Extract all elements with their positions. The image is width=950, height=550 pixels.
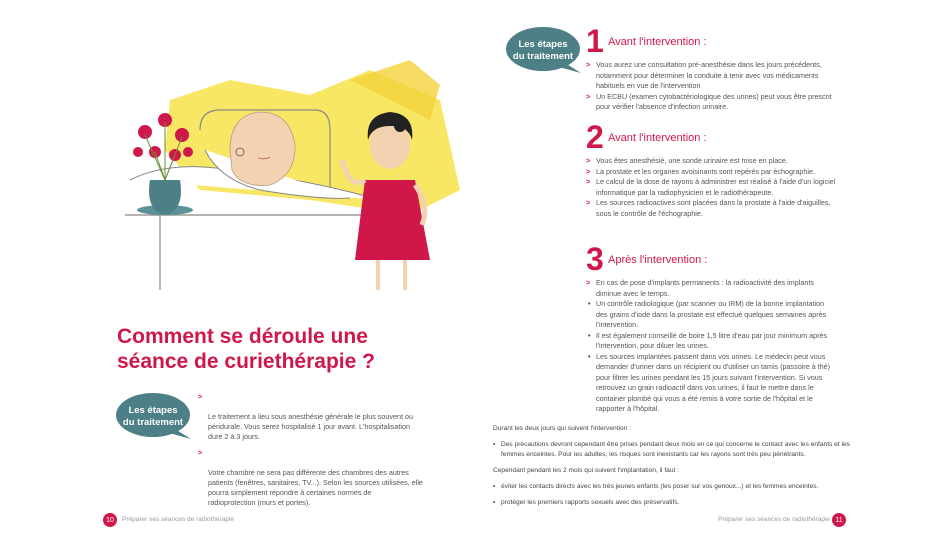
- list-item: [586, 92, 836, 113]
- left-steps: [198, 392, 448, 514]
- page-number: 10: [103, 513, 117, 527]
- section-number: 2: [586, 119, 604, 155]
- chevron-right-icon: >: [586, 177, 591, 186]
- item-text: Un ECBU (examen cytobactériologique des urines) peut vous être prescrit pour vérifier l'absence d'infection urinaire.: [596, 91, 832, 111]
- list-item: [586, 278, 836, 299]
- bullet-icon: •: [588, 330, 591, 340]
- list-item: [493, 440, 853, 460]
- item-text: Un contrôle radiologique (par scanner ou IRM) de la bonne implantation des grains d'iode dans la prostate est effectué quelques semaines après l'intervention.: [596, 299, 827, 329]
- item-text: Vous aurez une consultation pré-anesthésie dans les jours précédents, notamment pour déterminer la conduite à tenir avec vos médicaments habituels en vue de l'intervention: [596, 60, 822, 90]
- bullet-icon: •: [493, 441, 496, 448]
- section-title: Après l'intervention :: [608, 254, 708, 266]
- bubble-label: Les étapes du traitement: [122, 405, 184, 428]
- footer-text: Préparer ses séances de radiothérapie: [122, 516, 235, 523]
- item-text: Il est également conseillé de boire 1,5 litre d'eau par jour minimum après l'intervention, pour diluer les urines.: [596, 330, 828, 350]
- list-item: [493, 498, 853, 508]
- list-item: [198, 448, 448, 508]
- chevron-right-icon: >: [586, 60, 591, 69]
- item-text: Le calcul de la dose de rayons à administrer est réalisé à l'aide d'un logiciel informatique par la radiophysicien et le radiothérapeute.: [596, 177, 836, 197]
- section-2: [586, 119, 836, 219]
- item-text: En cas de pose d'implants permanents : la radioactivité des implants diminue avec le temps.: [596, 278, 814, 298]
- list-item: [586, 299, 836, 331]
- footer-text: Préparer ses séances de radiothérapie: [718, 516, 831, 523]
- paragraph: Durant les deux jours qui suivent l'intervention :: [493, 425, 631, 432]
- page-number: 11: [832, 513, 846, 527]
- bullet-icon: •: [588, 299, 591, 308]
- item-text: Les sources radioactives sont placées dans la prostate à l'aide d'aiguilles, sous le contrôle de l'échographie.: [596, 198, 831, 218]
- list-item: [586, 156, 836, 167]
- chevron-right-icon: >: [586, 198, 591, 207]
- chevron-right-icon: >: [586, 91, 591, 101]
- list-item: [586, 331, 836, 352]
- steps-bubble-left: [115, 391, 191, 443]
- list-item: [586, 177, 836, 198]
- section-title: Avant l'intervention :: [608, 132, 707, 144]
- item-text: Les sources implantées passent dans vos urines. Le médecin peut vous demander d'uriner dans un récipient ou d'utiliser un tamis (passoire à thé) pour filtrer les urines pendant les 15 jours suivant l'intervention. Si vous retrouvez un grain radioactif dans vos urines, il faut le mettre dans le container plombé qui vous a été remis à votre sortie de l'hôpital et le rapporter à l'hôpital.: [596, 351, 831, 413]
- aftercare-notes: [493, 424, 853, 514]
- bullet-icon: •: [493, 483, 496, 490]
- list-item: [586, 198, 836, 219]
- list-item: [586, 60, 836, 92]
- section-number: 3: [586, 241, 604, 277]
- page-title: Comment se déroule une séance de curiethérapie ?: [117, 325, 375, 373]
- chevron-right-icon: >: [198, 392, 203, 401]
- item-text: Vous êtes anesthésié, une sonde urinaire est mise en place.: [596, 156, 788, 165]
- section-title: Avant l'intervention :: [608, 36, 707, 48]
- item-text: éviter les contacts directs avec les très jeunes enfants (les poser sur vos genoux...) et les femmes enceintes.: [501, 483, 819, 490]
- item-text: Des précautions devront cependant être prises pendant deux mois en ce qui concerne le contact avec les enfants et les femmes enceintes. Pour les adultes, les risques sont inexistants car les rayons sont très peu pénétrants.: [501, 441, 850, 458]
- section-3: [586, 241, 836, 415]
- paragraph: Cependant pendant les 2 mois qui suivent l'implantation, il faut :: [493, 467, 679, 474]
- bullet-icon: •: [493, 499, 496, 506]
- chevron-right-icon: >: [198, 448, 203, 457]
- list-item: [586, 167, 836, 178]
- steps-bubble-right: [505, 25, 581, 77]
- chevron-right-icon: >: [586, 156, 591, 165]
- hospital-illustration: [110, 40, 470, 295]
- item-text: protéger les premiers rapports sexuels avec des préservatifs.: [501, 499, 680, 506]
- chevron-right-icon: >: [586, 278, 591, 287]
- list-item: [493, 482, 853, 492]
- list-item: [198, 392, 448, 442]
- bullet-icon: •: [588, 351, 591, 361]
- section-1: [586, 23, 836, 113]
- item-text: La prostate et les organes avoisinants sont repérés par échographie.: [596, 166, 815, 176]
- item-text: Le traitement a lieu sous anesthésie générale le plus souvent ou péridurale. Vous serez hospitalisé 1 jour avant. L'hospitalisation dure 2 à 3 jours.: [208, 412, 413, 441]
- item-text: Votre chambre ne sera pas différente des chambres des autres patients (fenêtres, sanitaires, TV...). Selon les sources utilisées, elle pourra simplement répondre à certaines normes de radioprotection (murs et portes).: [208, 468, 423, 507]
- chevron-right-icon: >: [586, 166, 591, 176]
- bubble-label: Les étapes du traitement: [512, 39, 574, 62]
- list-item: [586, 352, 836, 415]
- section-number: 1: [586, 23, 604, 59]
